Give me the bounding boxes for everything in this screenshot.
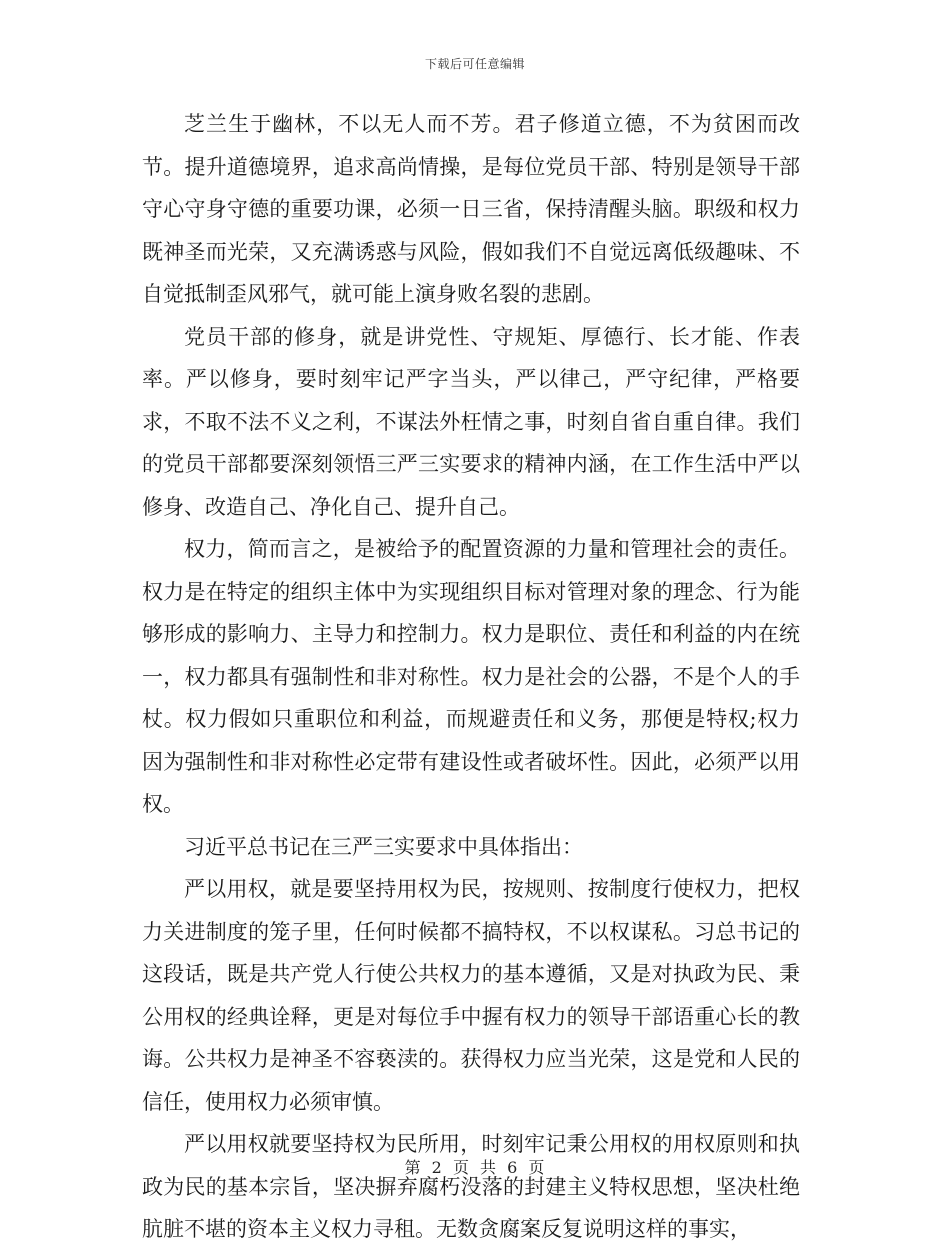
paragraph: 党员干部的修身，就是讲党性、守规矩、厚德行、长才能、作表率。严以修身，要时刻牢记严字当头，严以律己，严守纪律，严格要求，不取不法不义之利，不谋法外枉情之事，时刻自省自重自律。我们的党员干部都要深刻领悟三严三实要求的精神内涵，在工作生活中严以修身、改造自己、净化自己、提升自己。	[142, 324, 800, 519]
paragraph: 芝兰生于幽林，不以无人而不芳。君子修道立德，不为贫困而改节。提升道德境界，追求高尚情操，是每位党员干部、特别是领导干部守心守身守德的重要功课，必须一日三省，保持清醒头脑。职级和权力既神圣而光荣，又充满诱惑与风险，假如我们不自觉远离低级趣味、不自觉抵制歪风邪气，就可能上演身败名裂的悲剧。	[142, 112, 800, 306]
page-header-note: 下载后可任意编辑	[424, 57, 525, 71]
paragraph: 权力，简而言之，是被给予的配置资源的力量和管理社会的责任。权力是在特定的组织主体中为实现组织目标对管理对象的理念、行为能够形成的影响力、主导力和控制力。权力是职位、责任和利益的内在统一，权力都具有强制性和非对称性。权力是社会的公器，不是个人的手杖。权力假如只重职位和利益，而规避责任和义务，那便是特权;权力因为强制性和非对称性必定带有建设性或者破坏性。因此，必须严以用权。	[142, 537, 800, 816]
paragraph: 习近平总书记在三严三实要求中具体指出：	[184, 834, 583, 859]
document-body	[142, 103, 800, 1251]
page-number: 第 2 页 共 6 页	[404, 1158, 546, 1177]
paragraph: 严以用权就要坚持权为民所用，时刻牢记秉公用权的用权原则和执政为民的基本宗旨，坚决摒弃腐朽没落的封建主义特权思想，坚决杜绝肮脏不堪的资本主义权力寻租。无数贪腐案反复说明这样的事实，	[142, 1132, 800, 1241]
paragraph: 严以用权，就是要坚持用权为民，按规则、按制度行使权力，把权力关进制度的笼子里，任何时候都不搞特权，不以权谋私。习总书记的这段话，既是共产党人行使公共权力的基本遵循，又是对执政为民、秉公用权的经典诠释，更是对每位手中握有权力的领导干部语重心长的教诲。公共权力是神圣不容亵渎的。获得权力应当光荣，这是党和人民的信任，使用权力必须审慎。	[142, 877, 800, 1114]
